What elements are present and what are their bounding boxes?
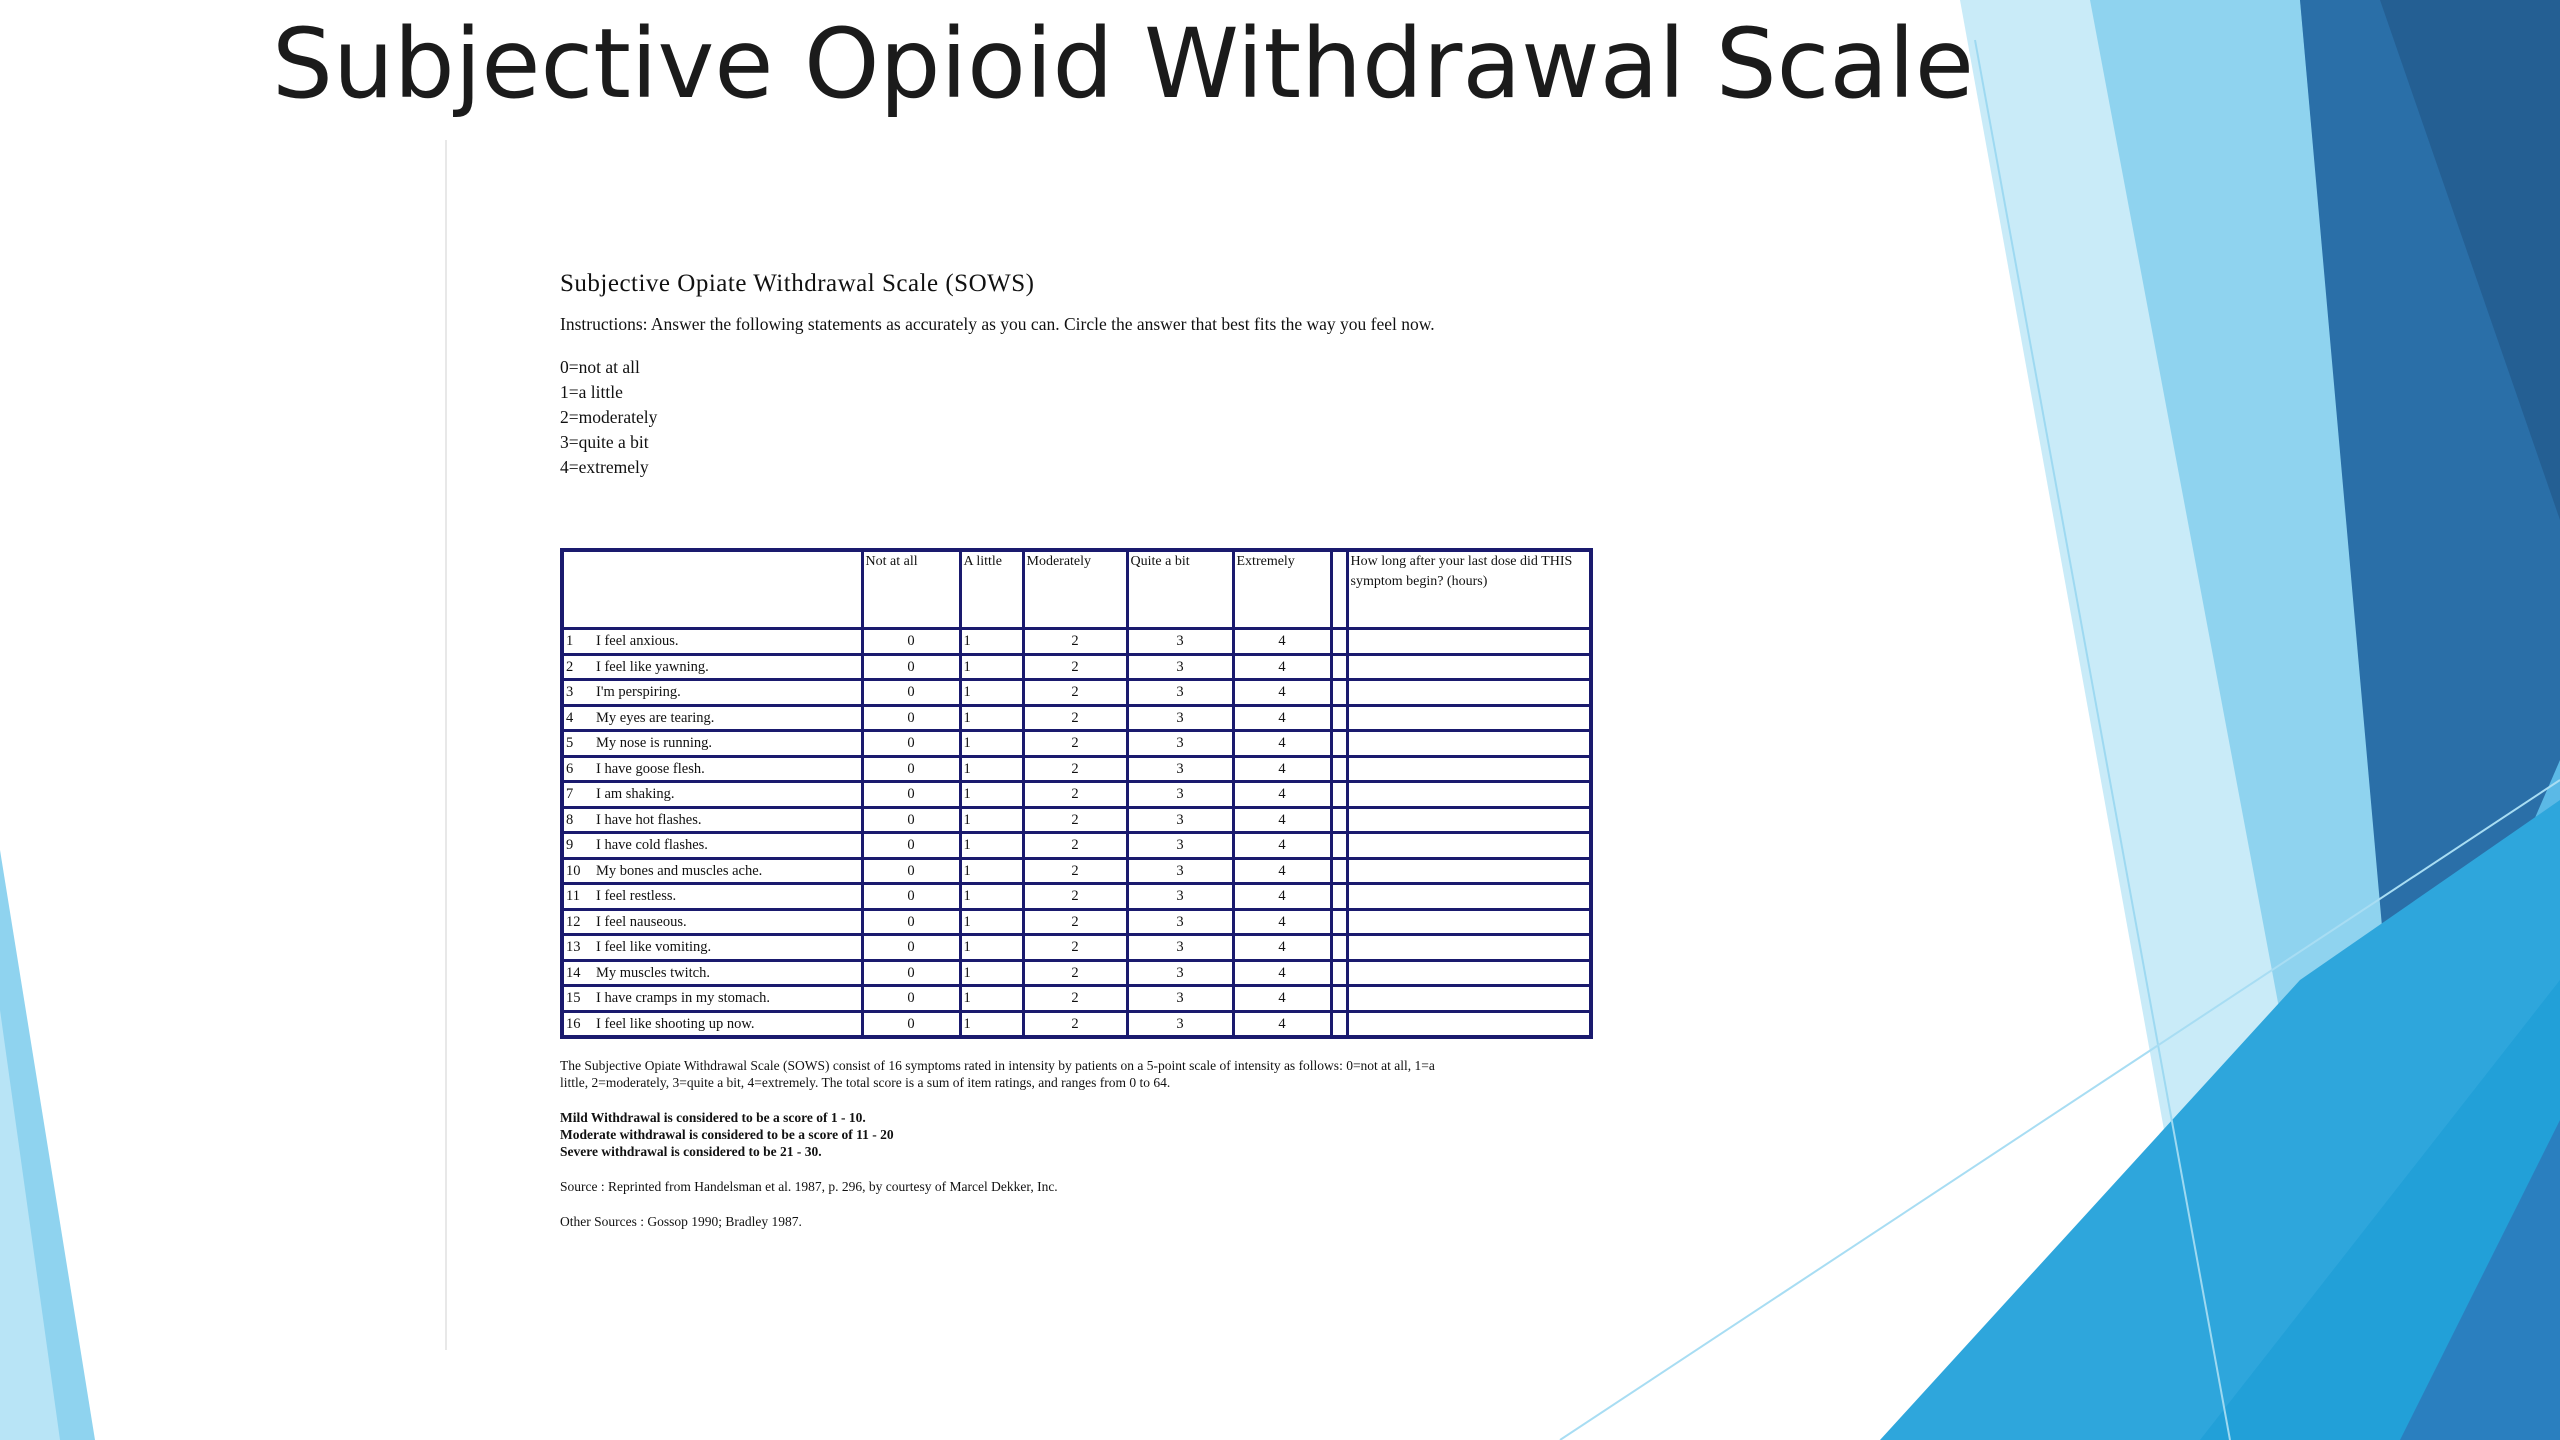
symptom-cell (562, 782, 862, 808)
spacer-cell (1331, 909, 1347, 935)
rating-moderately[interactable]: 2 (1023, 756, 1127, 782)
rating-extremely[interactable]: 4 (1233, 756, 1331, 782)
spacer-cell (1331, 807, 1347, 833)
item-number: 10 (566, 862, 581, 879)
symptom-text: My eyes are tearing. (596, 709, 715, 726)
rating-moderately[interactable]: 2 (1023, 986, 1127, 1012)
rating-moderately[interactable]: 2 (1023, 833, 1127, 859)
onset-hours-cell[interactable] (1347, 807, 1591, 833)
rating-not-at-all[interactable]: 0 (862, 935, 960, 961)
table-row (562, 705, 1591, 731)
symptom-text: I feel nauseous. (596, 913, 687, 930)
rating-a-little[interactable]: 1 (960, 680, 1023, 706)
item-number: 12 (566, 913, 581, 930)
rating-moderately[interactable]: 2 (1023, 935, 1127, 961)
rating-quite-a-bit[interactable]: 3 (1127, 909, 1233, 935)
symptom-text: I feel restless. (596, 888, 677, 905)
item-number: 13 (566, 939, 581, 956)
rating-not-at-all[interactable]: 0 (862, 731, 960, 757)
rating-a-little[interactable]: 1 (960, 960, 1023, 986)
symptom-cell (562, 858, 862, 884)
symptom-text: I have goose flesh. (596, 760, 705, 777)
sows-document (560, 270, 1600, 1248)
onset-hours-cell[interactable] (1347, 858, 1591, 884)
symptom-text: I feel anxious. (596, 633, 679, 650)
item-number: 5 (566, 735, 574, 752)
table-row (562, 629, 1591, 655)
table-row (562, 960, 1591, 986)
rating-moderately[interactable]: 2 (1023, 1011, 1127, 1037)
rating-not-at-all[interactable]: 0 (862, 884, 960, 910)
rating-extremely[interactable]: 4 (1233, 909, 1331, 935)
onset-hours-cell[interactable] (1347, 935, 1591, 961)
spacer-cell (1331, 680, 1347, 706)
rating-not-at-all[interactable]: 0 (862, 986, 960, 1012)
symptom-cell (562, 1011, 862, 1037)
table-row (562, 654, 1591, 680)
table-body (562, 629, 1591, 1038)
onset-hours-cell[interactable] (1347, 629, 1591, 655)
table-row (562, 935, 1591, 961)
onset-hours-cell[interactable] (1347, 654, 1591, 680)
item-number: 14 (566, 964, 581, 981)
rating-extremely[interactable]: 4 (1233, 858, 1331, 884)
header-not-at-all: Not at all (862, 550, 960, 629)
rating-extremely[interactable]: 4 (1233, 807, 1331, 833)
slide-title: Subjective Opioid Withdrawal Scale (272, 8, 1974, 120)
symptom-text: I have cramps in my stomach. (596, 990, 770, 1007)
document-instructions: Instructions: Answer the following statements as accurately as you can. Circle the answer that best fits the way you feel now. (560, 314, 1435, 334)
rating-a-little[interactable]: 1 (960, 858, 1023, 884)
spacer-cell (1331, 935, 1347, 961)
header-item (562, 550, 862, 629)
rating-moderately[interactable]: 2 (1023, 909, 1127, 935)
rating-a-little[interactable]: 1 (960, 731, 1023, 757)
rating-extremely[interactable]: 4 (1233, 782, 1331, 808)
rating-moderately[interactable]: 2 (1023, 731, 1127, 757)
header-onset-hours: How long after your last dose did THIS symptom begin? (hours) (1347, 550, 1591, 629)
legend-item: 2=moderately (560, 407, 658, 427)
spacer-cell (1331, 986, 1347, 1012)
spacer-cell (1331, 731, 1347, 757)
rating-moderately[interactable]: 2 (1023, 960, 1127, 986)
symptom-cell (562, 935, 862, 961)
symptom-text: My bones and muscles ache. (596, 862, 763, 879)
rating-a-little[interactable]: 1 (960, 782, 1023, 808)
rating-a-little[interactable]: 1 (960, 654, 1023, 680)
symptom-cell (562, 731, 862, 757)
symptom-text: I have hot flashes. (596, 811, 702, 828)
spacer-cell (1331, 756, 1347, 782)
item-number: 6 (566, 760, 574, 777)
spacer-cell (1331, 629, 1347, 655)
rating-quite-a-bit[interactable]: 3 (1127, 629, 1233, 655)
onset-hours-cell[interactable] (1347, 884, 1591, 910)
rating-quite-a-bit[interactable]: 3 (1127, 654, 1233, 680)
onset-hours-cell[interactable] (1347, 756, 1591, 782)
rating-quite-a-bit[interactable]: 3 (1127, 884, 1233, 910)
rating-extremely[interactable]: 4 (1233, 731, 1331, 757)
item-number: 15 (566, 990, 581, 1007)
other-sources-note: Other Sources : Gossop 1990; Bradley 1987. (560, 1214, 802, 1229)
table-row (562, 1011, 1591, 1037)
rating-moderately[interactable]: 2 (1023, 705, 1127, 731)
onset-hours-cell[interactable] (1347, 1011, 1591, 1037)
document-notes (560, 1057, 1450, 1230)
spacer-cell (1331, 833, 1347, 859)
rating-a-little[interactable]: 1 (960, 705, 1023, 731)
symptom-cell (562, 680, 862, 706)
rating-moderately[interactable]: 2 (1023, 884, 1127, 910)
rating-extremely[interactable]: 4 (1233, 705, 1331, 731)
rating-not-at-all[interactable]: 0 (862, 654, 960, 680)
table-row (562, 858, 1591, 884)
symptom-text: I feel like vomiting. (596, 939, 712, 956)
rating-moderately[interactable]: 2 (1023, 629, 1127, 655)
item-number: 16 (566, 1015, 581, 1032)
severity-moderate: Moderate withdrawal is considered to be a score of 11 - 20 (560, 1127, 894, 1142)
rating-extremely[interactable]: 4 (1233, 960, 1331, 986)
onset-hours-cell[interactable] (1347, 960, 1591, 986)
sows-table (560, 548, 1593, 1039)
rating-moderately[interactable]: 2 (1023, 654, 1127, 680)
rating-not-at-all[interactable]: 0 (862, 680, 960, 706)
rating-a-little[interactable]: 1 (960, 1011, 1023, 1037)
table-row (562, 731, 1591, 757)
header-a-little: A little (960, 550, 1023, 629)
symptom-text: My muscles twitch. (596, 964, 710, 981)
rating-quite-a-bit[interactable]: 3 (1127, 807, 1233, 833)
symptom-text: I feel like yawning. (596, 658, 709, 675)
rating-quite-a-bit[interactable]: 3 (1127, 858, 1233, 884)
symptom-text: I'm perspiring. (596, 684, 681, 701)
onset-hours-cell[interactable] (1347, 680, 1591, 706)
symptom-cell (562, 884, 862, 910)
spacer-cell (1331, 1011, 1347, 1037)
scale-description: The Subjective Opiate Withdrawal Scale (SOWS) consist of 16 symptoms rated in intensity by patients on a 5-point scale of intensity as follows: 0=not at all, 1=a little, 2=moderately, 3=quite a bit, 4=extremely. The total score is a sum of item ratings, and ranges from 0 to 64. (560, 1058, 1435, 1090)
rating-not-at-all[interactable]: 0 (862, 960, 960, 986)
onset-hours-cell[interactable] (1347, 731, 1591, 757)
symptom-cell (562, 756, 862, 782)
header-extremely: Extremely (1233, 550, 1331, 629)
spacer-cell (1331, 654, 1347, 680)
rating-moderately[interactable]: 2 (1023, 680, 1127, 706)
header-spacer (1331, 550, 1347, 629)
scale-legend (560, 355, 1600, 480)
document-title: Subjective Opiate Withdrawal Scale (SOWS) (560, 270, 1035, 297)
legend-item: 0=not at all (560, 357, 640, 377)
table-row (562, 807, 1591, 833)
rating-quite-a-bit[interactable]: 3 (1127, 986, 1233, 1012)
symptom-cell (562, 833, 862, 859)
rating-a-little[interactable]: 1 (960, 884, 1023, 910)
rating-quite-a-bit[interactable]: 3 (1127, 960, 1233, 986)
rating-not-at-all[interactable]: 0 (862, 833, 960, 859)
rating-extremely[interactable]: 4 (1233, 833, 1331, 859)
legend-item: 1=a little (560, 382, 623, 402)
symptom-cell (562, 654, 862, 680)
symptom-cell (562, 960, 862, 986)
item-number: 11 (566, 888, 580, 905)
table-row (562, 756, 1591, 782)
rating-quite-a-bit[interactable]: 3 (1127, 782, 1233, 808)
severity-severe: Severe withdrawal is considered to be 21 - 30. (560, 1144, 822, 1159)
rating-a-little[interactable]: 1 (960, 986, 1023, 1012)
source-note: Source : Reprinted from Handelsman et al. 1987, p. 296, by courtesy of Marcel Dekker, Inc. (560, 1179, 1058, 1194)
item-number: 7 (566, 786, 574, 803)
rating-not-at-all[interactable]: 0 (862, 756, 960, 782)
rating-extremely[interactable]: 4 (1233, 629, 1331, 655)
table-row (562, 833, 1591, 859)
rating-extremely[interactable]: 4 (1233, 680, 1331, 706)
symptom-cell (562, 705, 862, 731)
spacer-cell (1331, 960, 1347, 986)
spacer-cell (1331, 858, 1347, 884)
table-row (562, 884, 1591, 910)
rating-a-little[interactable]: 1 (960, 909, 1023, 935)
table-row (562, 680, 1591, 706)
rating-not-at-all[interactable]: 0 (862, 782, 960, 808)
item-number: 2 (566, 658, 574, 675)
symptom-cell (562, 629, 862, 655)
rating-quite-a-bit[interactable]: 3 (1127, 833, 1233, 859)
item-number: 3 (566, 684, 574, 701)
rating-a-little[interactable]: 1 (960, 833, 1023, 859)
header-moderately: Moderately (1023, 550, 1127, 629)
rating-extremely[interactable]: 4 (1233, 1011, 1331, 1037)
rating-quite-a-bit[interactable]: 3 (1127, 705, 1233, 731)
table-row (562, 909, 1591, 935)
rating-a-little[interactable]: 1 (960, 807, 1023, 833)
symptom-cell (562, 909, 862, 935)
item-number: 8 (566, 811, 574, 828)
rating-not-at-all[interactable]: 0 (862, 1011, 960, 1037)
rating-quite-a-bit[interactable]: 3 (1127, 935, 1233, 961)
table-row (562, 782, 1591, 808)
rating-not-at-all[interactable]: 0 (862, 629, 960, 655)
onset-hours-cell[interactable] (1347, 909, 1591, 935)
onset-hours-cell[interactable] (1347, 782, 1591, 808)
symptom-text: I am shaking. (596, 786, 675, 803)
rating-not-at-all[interactable]: 0 (862, 909, 960, 935)
rating-not-at-all[interactable]: 0 (862, 705, 960, 731)
rating-not-at-all[interactable]: 0 (862, 807, 960, 833)
header-quite-a-bit: Quite a bit (1127, 550, 1233, 629)
severity-ranges (560, 1109, 1450, 1160)
rating-moderately[interactable]: 2 (1023, 858, 1127, 884)
rating-a-little[interactable]: 1 (960, 935, 1023, 961)
legend-item: 4=extremely (560, 457, 649, 477)
rating-quite-a-bit[interactable]: 3 (1127, 731, 1233, 757)
table-header-row (562, 550, 1591, 629)
rating-not-at-all[interactable]: 0 (862, 858, 960, 884)
item-number: 9 (566, 837, 574, 854)
rating-extremely[interactable]: 4 (1233, 935, 1331, 961)
spacer-cell (1331, 705, 1347, 731)
rating-quite-a-bit[interactable]: 3 (1127, 1011, 1233, 1037)
rating-quite-a-bit[interactable]: 3 (1127, 756, 1233, 782)
document-edge-line (445, 140, 447, 1350)
symptom-text: I feel like shooting up now. (596, 1015, 755, 1032)
rating-extremely[interactable]: 4 (1233, 654, 1331, 680)
rating-extremely[interactable]: 4 (1233, 884, 1331, 910)
rating-extremely[interactable]: 4 (1233, 986, 1331, 1012)
table-row (562, 986, 1591, 1012)
rating-a-little[interactable]: 1 (960, 629, 1023, 655)
spacer-cell (1331, 782, 1347, 808)
rating-quite-a-bit[interactable]: 3 (1127, 680, 1233, 706)
rating-moderately[interactable]: 2 (1023, 807, 1127, 833)
legend-item: 3=quite a bit (560, 432, 649, 452)
symptom-cell (562, 986, 862, 1012)
item-number: 1 (566, 633, 574, 650)
symptom-text: My nose is running. (596, 735, 712, 752)
onset-hours-cell[interactable] (1347, 705, 1591, 731)
rating-a-little[interactable]: 1 (960, 756, 1023, 782)
spacer-cell (1331, 884, 1347, 910)
onset-hours-cell[interactable] (1347, 833, 1591, 859)
item-number: 4 (566, 709, 574, 726)
symptom-cell (562, 807, 862, 833)
onset-hours-cell[interactable] (1347, 986, 1591, 1012)
symptom-text: I have cold flashes. (596, 837, 708, 854)
rating-moderately[interactable]: 2 (1023, 782, 1127, 808)
severity-mild: Mild Withdrawal is considered to be a score of 1 - 10. (560, 1110, 866, 1125)
